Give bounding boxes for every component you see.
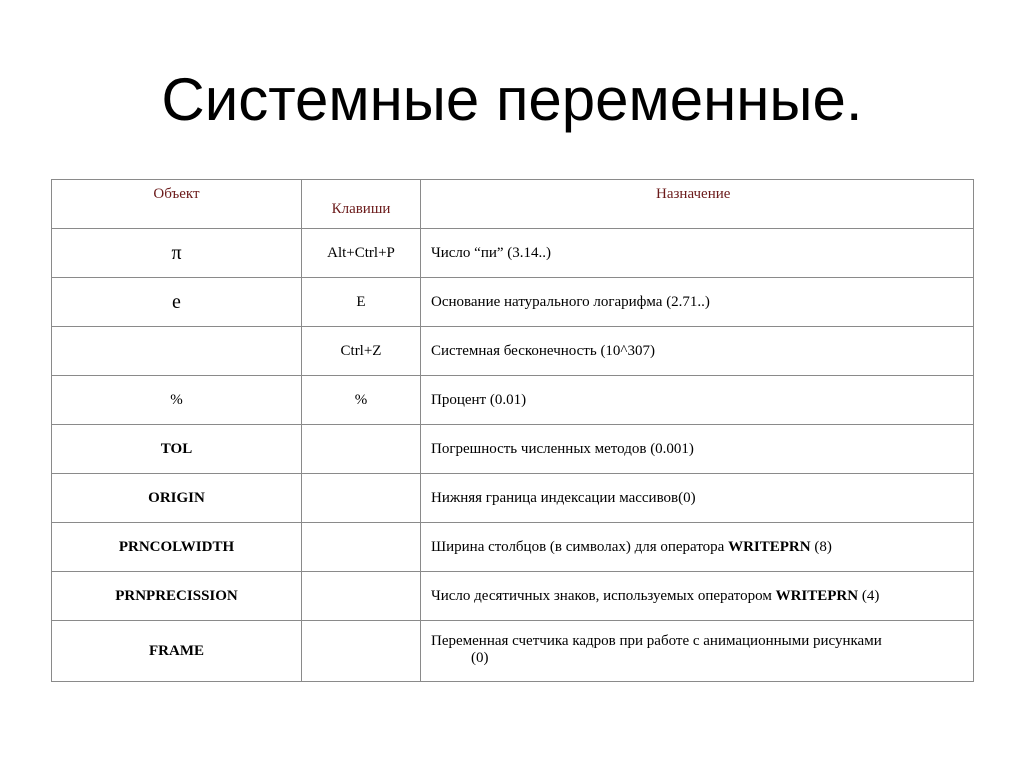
keys-cell xyxy=(302,621,421,682)
object-cell xyxy=(52,327,302,376)
keys-cell xyxy=(302,425,421,474)
keys-cell: % xyxy=(302,376,421,425)
purpose-text: Число десятичных знаков, используемых оператором xyxy=(431,587,776,604)
purpose-text-suffix: (4) xyxy=(858,587,880,604)
header-keys: Клавиши xyxy=(302,180,421,229)
slide-title: Системные переменные. xyxy=(161,66,863,133)
purpose-cell xyxy=(421,523,974,572)
table-row xyxy=(52,278,974,327)
table-row xyxy=(52,474,974,523)
purpose-cell: Системная бесконечность (10^307) xyxy=(421,327,974,376)
object-cell: TOL xyxy=(52,425,302,474)
object-cell: PRNCOLWIDTH xyxy=(52,523,302,572)
object-cell: FRAME xyxy=(52,621,302,682)
table-row xyxy=(52,523,974,572)
keys-cell xyxy=(302,474,421,523)
purpose-cell: Число “пи” (3.14..) xyxy=(421,229,974,278)
operator-name: WRITEPRN xyxy=(728,538,811,555)
system-variables-table xyxy=(51,179,974,682)
purpose-cell: Процент (0.01) xyxy=(421,376,974,425)
object-cell: π xyxy=(52,229,302,278)
purpose-cell xyxy=(421,572,974,621)
table-row xyxy=(52,229,974,278)
purpose-text-line1: Переменная счетчика кадров при работе с анимационными рисунками xyxy=(431,633,882,649)
header-object: Объект xyxy=(52,180,302,229)
object-cell: % xyxy=(52,376,302,425)
keys-cell: Ctrl+Z xyxy=(302,327,421,376)
header-purpose: Назначение xyxy=(421,180,974,229)
operator-name: WRITEPRN xyxy=(775,587,859,604)
table-row xyxy=(52,425,974,474)
purpose-text: Ширина столбцов (в символах) для оператора xyxy=(431,538,729,555)
table-row xyxy=(52,327,974,376)
object-cell: PRNPRECISSION xyxy=(52,572,302,621)
purpose-cell: Основание натурального логарифма (2.71..) xyxy=(421,278,974,327)
purpose-cell xyxy=(421,621,974,682)
purpose-text-suffix: (8) xyxy=(810,538,832,555)
purpose-text-line2: (0) xyxy=(471,650,489,666)
keys-cell xyxy=(302,523,421,572)
table-row xyxy=(52,621,974,682)
keys-cell xyxy=(302,572,421,621)
purpose-cell: Погрешность численных методов (0.001) xyxy=(421,425,974,474)
keys-cell: E xyxy=(302,278,421,327)
keys-cell: Alt+Ctrl+P xyxy=(302,229,421,278)
table-row xyxy=(52,572,974,621)
object-cell: ORIGIN xyxy=(52,474,302,523)
table-row xyxy=(52,376,974,425)
table-header-row xyxy=(52,180,974,229)
purpose-cell: Нижняя граница индексации массивов(0) xyxy=(421,474,974,523)
object-cell: е xyxy=(52,278,302,327)
